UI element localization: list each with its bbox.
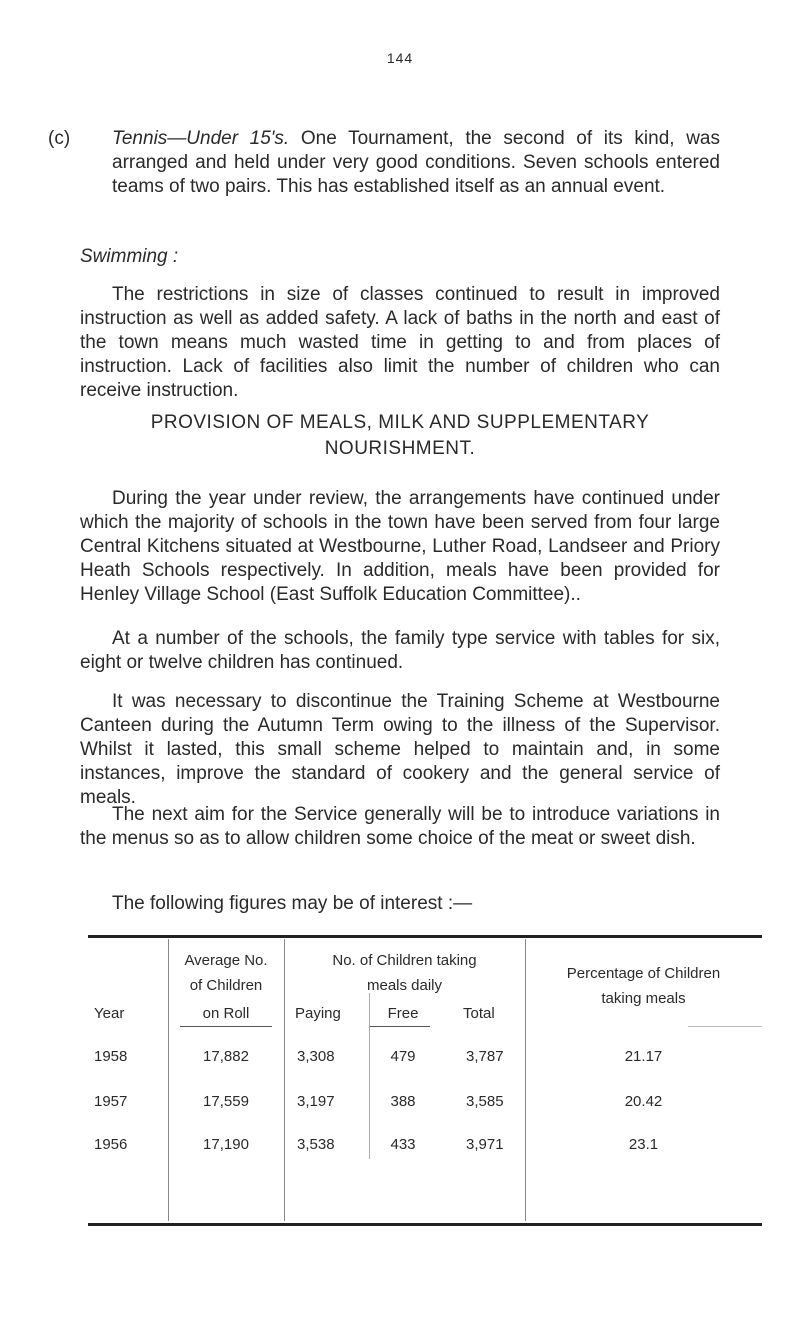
swimming-paragraph: The restrictions in size of classes continued to result in improved instruction as well as added safety. A lack of baths in the north and east of the town means much wasted time in getting to and from places of instruction. Lack of facilities also limit the number of children who can receive instruction. xyxy=(80,284,720,401)
header-paying: Paying xyxy=(295,1005,341,1022)
header-underline xyxy=(180,1026,272,1027)
header-pct-line2: taking meals xyxy=(601,990,686,1007)
header-pct-line1: Percentage of Children xyxy=(566,965,721,982)
section-title xyxy=(80,410,720,462)
header-avg-line2: of Children xyxy=(189,977,263,994)
row-total: 3,787 xyxy=(466,1048,504,1065)
row-on-roll: 17,190 xyxy=(203,1136,249,1153)
table-bottom-rule xyxy=(88,1223,762,1226)
tennis-label: (c) xyxy=(48,128,71,149)
table-top-rule xyxy=(88,935,762,938)
header-underline xyxy=(688,1026,762,1027)
header-underline xyxy=(370,1026,430,1027)
meals-table xyxy=(88,935,762,1235)
row-total: 3,971 xyxy=(466,1136,504,1153)
header-year: Year xyxy=(94,1005,125,1022)
header-children-line1: No. of Children taking xyxy=(332,952,477,969)
row-pct: 23.1 xyxy=(628,1136,659,1153)
row-free: 433 xyxy=(390,1136,416,1153)
meals-paragraph-3: It was necessary to discontinue the Training Scheme at Westbourne Canteen during the Autumn Term owing to the illness of the Supervisor. Whilst it lasted, this small scheme helped to maintain and, in some instances, improve the standard of cookery and the general service of meals. xyxy=(80,691,720,808)
row-year: 1958 xyxy=(94,1048,128,1065)
swimming-heading: Swimming : xyxy=(80,246,179,267)
tennis-text: One Tournament, the second of its kind, was arranged and held under very good conditions. Seven schools entered teams of two pairs. This has established itself as an annual event. xyxy=(112,128,720,197)
row-pct: 21.17 xyxy=(624,1048,663,1065)
row-free: 388 xyxy=(390,1093,416,1110)
header-children-line2: meals daily xyxy=(366,977,443,994)
section-title-line1: PROVISION OF MEALS, MILK AND SUPPLEMENTARY xyxy=(150,412,650,433)
meals-paragraph-1: During the year under review, the arrangements have continued under which the majority of schools in the town have been served from four large Central Kitchens situated at Westbourne, Luther Road, Landseer and Priory Heath Schools respectively. In addition, meals have been provided for Henley Village School (East Suffolk Education Committee).. xyxy=(80,488,720,605)
row-paying: 3,197 xyxy=(297,1093,335,1110)
header-free: Free xyxy=(387,1005,419,1022)
meals-paragraph-5: The following figures may be of interest :— xyxy=(112,893,473,914)
row-paying: 3,308 xyxy=(297,1048,335,1065)
row-on-roll: 17,559 xyxy=(203,1093,249,1110)
meals-paragraph-4: The next aim for the Service generally will be to introduce variations in the menus so as to allow children some choice of the meat or sweet dish. xyxy=(80,804,720,849)
row-year: 1957 xyxy=(94,1093,128,1110)
page-number: 144 xyxy=(386,50,414,66)
row-total: 3,585 xyxy=(466,1093,504,1110)
meals-paragraph-2: At a number of the schools, the family type service with tables for six, eight or twelve children has continued. xyxy=(80,628,720,673)
row-pct: 20.42 xyxy=(624,1093,663,1110)
row-year: 1956 xyxy=(94,1136,128,1153)
row-paying: 3,538 xyxy=(297,1136,335,1153)
header-total: Total xyxy=(463,1005,495,1022)
row-free: 479 xyxy=(390,1048,416,1065)
tennis-paragraph xyxy=(48,127,720,199)
header-avg-line1: Average No. xyxy=(184,952,268,969)
header-avg-line3: on Roll xyxy=(202,1005,250,1022)
section-title-line2: NOURISHMENT. xyxy=(324,438,476,459)
row-on-roll: 17,882 xyxy=(203,1048,249,1065)
tennis-title: Tennis—Under 15's. xyxy=(112,128,290,149)
